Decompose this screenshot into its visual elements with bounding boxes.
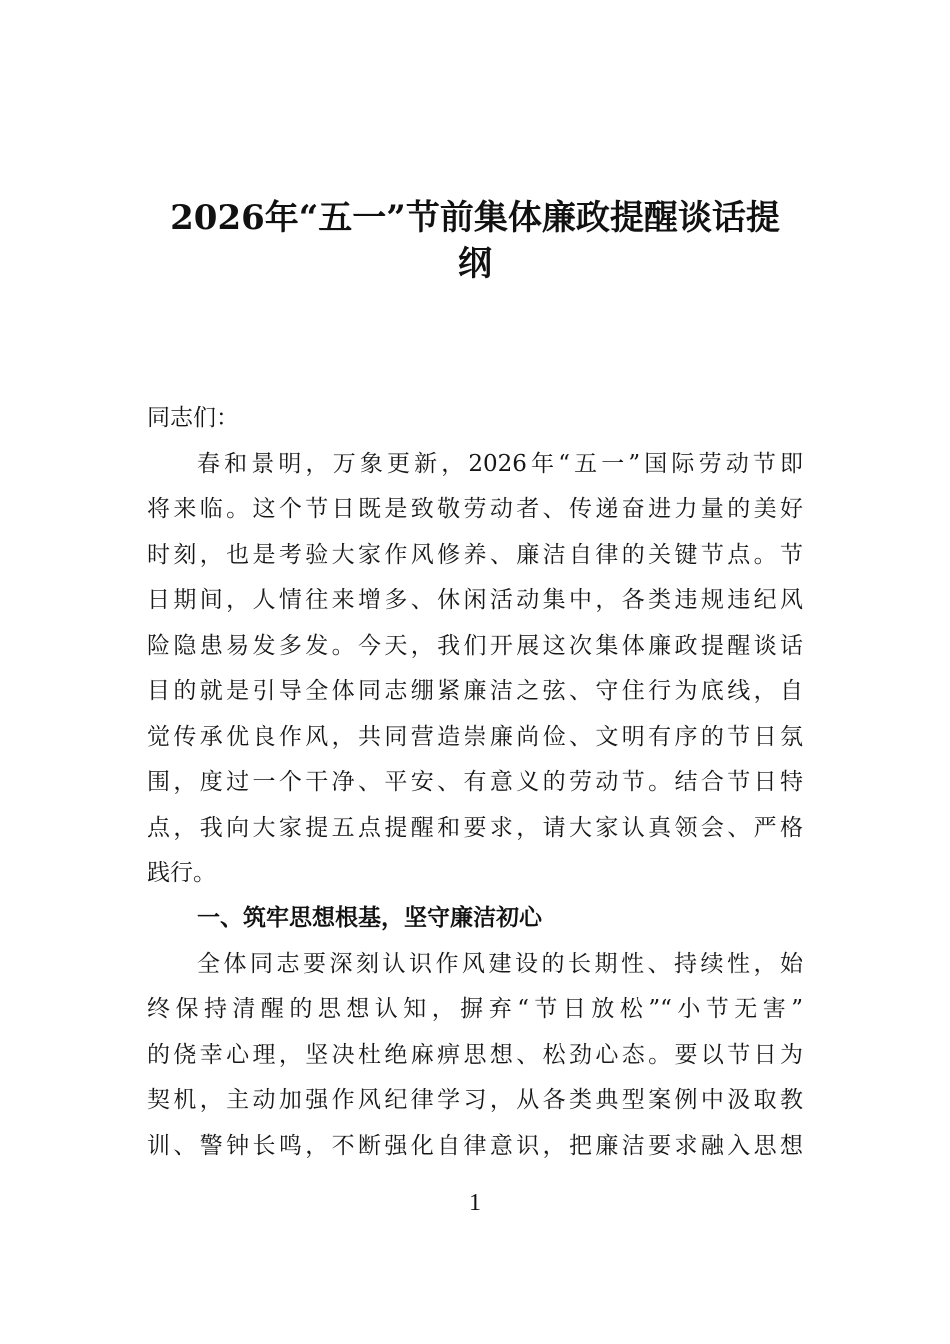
intro-line: 践行。 [147,860,216,886]
intro-line: 日期间，人情往来增多、休闲活动集中，各类违规违纪风 [147,587,803,613]
document-title-line-2: 纲 [458,244,492,284]
intro-line: 时刻，也是考验大家作风修养、廉洁自律的关键节点。节 [147,542,803,568]
intro-line: 点，我向大家提五点提醒和要求，请大家认真领会、严格 [147,815,803,841]
intro-line: 将来临。这个节日既是致敬劳动者、传递奋进力量的美好 [147,496,803,522]
intro-line: 目的就是引导全体同志绷紧廉洁之弦、守住行为底线，自 [147,678,803,704]
intro-line: 春和景明，万象更新，2026年“五一”国际劳动节即 [197,451,803,477]
section-heading: 一、筑牢思想根基，坚守廉洁初心 [197,905,542,931]
section-line: 的侥幸心理，坚决杜绝麻痹思想、松劲心态。要以节日为 [147,1042,803,1068]
section-line: 契机，主动加强作风纪律学习，从各类典型案例中汲取教 [147,1087,803,1113]
document-title-line-1: 2026年“五一”节前集体廉政提醒谈话提 [170,198,780,238]
section-line: 终保持清醒的思想认知，摒弃“节日放松”“小节无害” [147,996,803,1022]
section-line: 训、警钟长鸣，不断强化自律意识，把廉洁要求融入思想 [147,1133,803,1159]
intro-line: 险隐患易发多发。今天，我们开展这次集体廉政提醒谈话 [147,633,803,659]
intro-line: 觉传承优良作风，共同营造崇廉尚俭、文明有序的节日氛 [147,724,803,750]
page-number: 1 [469,1190,481,1216]
salutation: 同志们： [147,405,239,431]
intro-line: 围，度过一个干净、平安、有意义的劳动节。结合节日特 [147,769,803,795]
section-line: 全体同志要深刻认识作风建设的长期性、持续性，始 [197,951,803,977]
